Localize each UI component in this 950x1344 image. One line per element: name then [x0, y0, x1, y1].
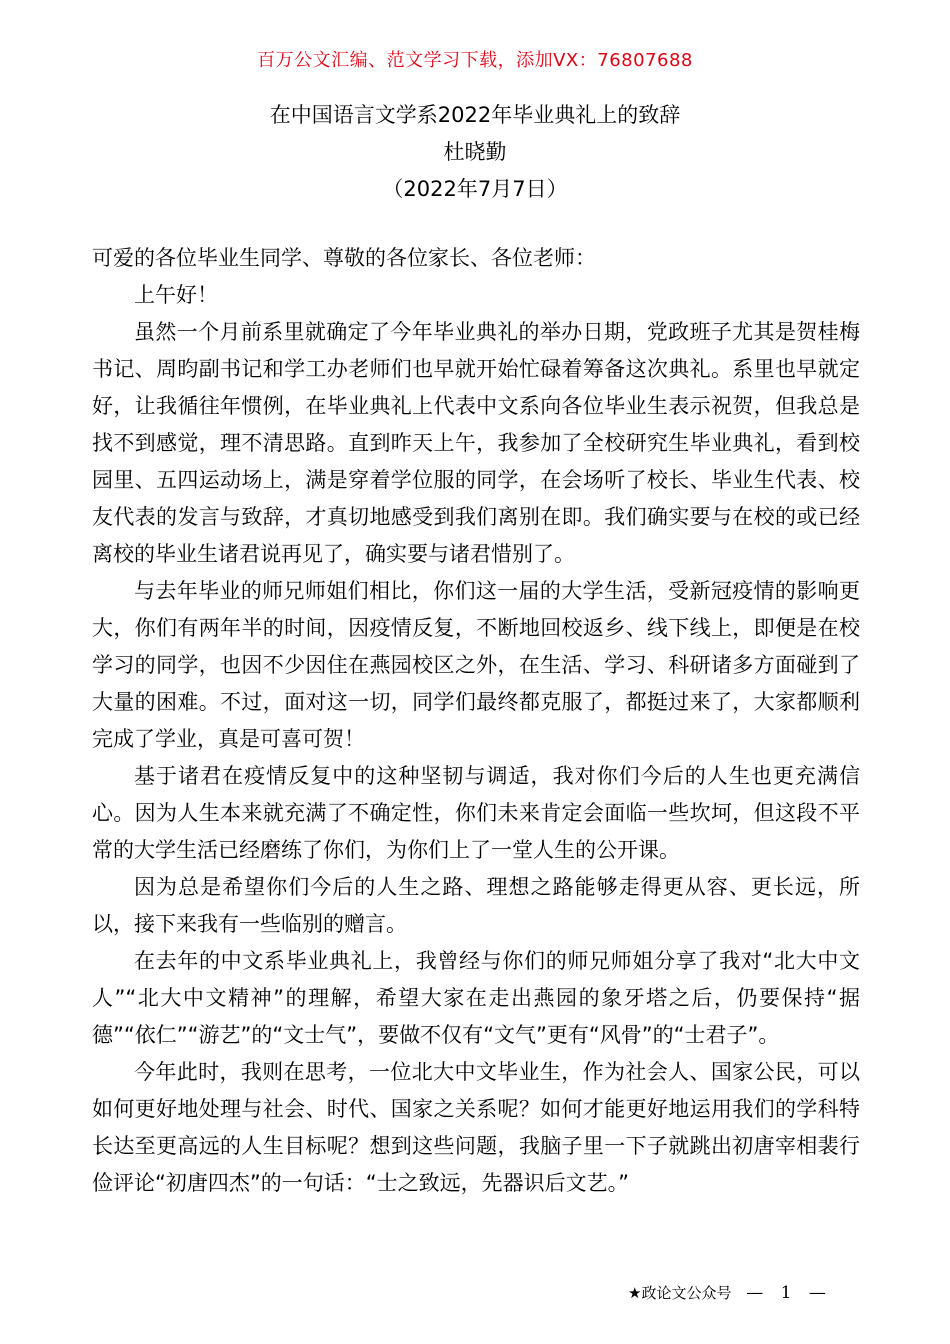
promo-banner: 百万公文汇编、范文学习下载，添加VX：76807688 [257, 50, 693, 71]
speech-date: （2022年7月7日） [382, 177, 568, 201]
greeting: 上午好！ [134, 283, 218, 307]
paragraph: 因为总是希望你们今后的人生之路、理想之路能够走得更从容、更长远，所以，接下来我有一些临别的赠言。 [92, 875, 860, 936]
paragraph: 在去年的中文系毕业典礼上，我曾经与你们的师兄师姐分享了我对“北大中文人”“北大中文精神”的理解，希望大家在走出燕园的象牙塔之后，仍要保持“据德”“依仁”“游艺”的“文士气”，要做不仅有“文气”更有“风骨”的“士君子”。 [92, 949, 860, 1047]
footer-source: ★政论文公众号 [628, 1284, 732, 1302]
paragraph: 虽然一个月前系里就确定了今年毕业典礼的举办日期，党政班子尤其是贺桂梅书记、周昀副书记和学工办老师们也早就开始忙碌着筹备这次典礼。系里也早就定好，让我循往年惯例，在毕业典礼上代表中文系向各位毕业生表示祝贺，但我总是找不到感觉，理不清思路。直到昨天上午，我参加了全校研究生毕业典礼，看到校园里、五四运动场上，满是穿着学位服的同学，在会场听了校长、毕业生代表、校友代表的发言与致辞，才真切地感受到我们离别在即。我们确实要与在校的或已经离校的毕业生诸君说再见了，确实要与诸君惜别了。 [92, 320, 860, 566]
salutation: 可爱的各位毕业生同学、尊敬的各位家长、各位老师： [92, 246, 596, 270]
speech-body [92, 240, 860, 1202]
paragraph: 今年此时，我则在思考，一位北大中文毕业生，作为社会人、国家公民，可以如何更好地处理与社会、时代、国家之关系呢？如何才能更好地运用我们的学科特长达至更高远的人生目标呢？想到这些问题，我脑子里一下子就跳出初唐宰相裴行俭评论“初唐四杰”的一句话：“士之致远，先器识后文艺。” [92, 1060, 860, 1195]
paragraph: 基于诸君在疫情反复中的这种坚韧与调适，我对你们今后的人生也更充满信心。因为人生本来就充满了不确定性，你们未来肯定会面临一些坎坷，但这段不平常的大学生活已经磨练了你们，为你们上了一堂人生的公开课。 [92, 764, 860, 862]
paragraph: 与去年毕业的师兄师姐们相比，你们这一届的大学生活，受新冠疫情的影响更大，你们有两年半的时间，因疫情反复，不断地回校返乡、线下线上，即便是在校学习的同学，也因不少因住在燕园校区之外，在生活、学习、科研诸多方面碰到了大量的困难。不过，面对这一切，同学们最终都克服了，都挺过来了，大家都顺利完成了学业，真是可喜可贺！ [92, 579, 860, 751]
document-title: 在中国语言文学系2022年毕业典礼上的致辞 [269, 103, 681, 127]
title-block [0, 97, 950, 208]
author-name: 杜晓勤 [443, 140, 507, 164]
page-number: — 1 — [746, 1283, 832, 1303]
page-footer [628, 1282, 832, 1303]
